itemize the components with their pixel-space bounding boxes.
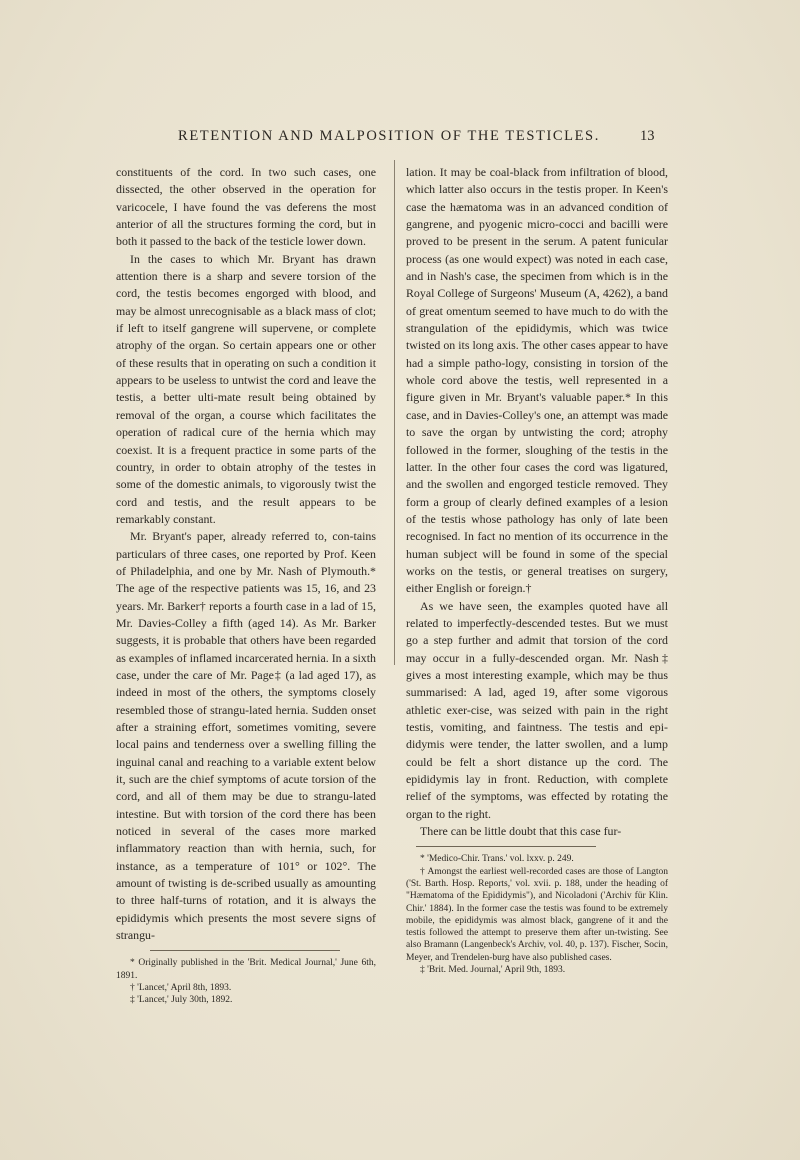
page-number: 13	[640, 128, 655, 144]
footnote: † 'Lancet,' April 8th, 1893.	[130, 983, 232, 994]
footnotes	[406, 853, 668, 976]
running-head: RETENTION AND MALPOSITION OF THE TESTICLES.	[178, 128, 600, 144]
body-paragraph: constituents of the cord. In two such cases, one dissected, the other observed in the operation for varicocele, I have found the vas deferens the most anterior of all the structures forming the cord, but in both it passed to the back of the testicle lower down.	[116, 165, 376, 249]
body-paragraph: As we have seen, the examples quoted have all related to imperfectly-descended testes. But we must go a step further and admit that torsion of the cord may occur in a fully-descended organ. Mr. Nash‡ gives a most interesting example, which may be thus summarised: A lad, aged 19, after some vigorous athletic exer-cise, was seized with pain in the right testis, vomiting, and faintness. The testis and epi-didymis were tender, the latter swollen, and a lump could be felt a short distance up the cord. The epididymis lay in front. Reduction, with complete relief of the symptoms, was effected by rotating the organ to the right.	[406, 598, 668, 821]
footnote: † Amongst the earliest well-recorded cases are those of Langton ('St. Barth. Hosp. Reports,' vol. xvii. p. 188, under the heading of "Hæmatoma of the Epididymis"), and Nicoladoni ('Archiv für Klin. Chir.' 1884). In the former case the testis was found to be extremely mobile, the epididymis was almost black, gangrene of it and the testis followed the attempt to preserve them after un-twisting. See also Bramann (Langenbeck's Archiv, vol. 40, p. 137). Fischer, Socin, Meyer, and Trendelen-burg have also published cases.	[406, 866, 668, 963]
body-paragraph: Mr. Bryant's paper, already referred to, con-tains particulars of three cases, one reported by Prof. Keen of Philadelphia, and one by Mr. Nash of Plymouth.* The age of the respective patients was 15, 16, and 23 years. Mr. Barker† reports a fourth case in a lad of 15, Mr. Davies-Colley a fifth (aged 14). As Mr. Barker suggests, it is probable that others have been regarded as examples of inflamed incarcerated hernia. In a sixth case, under the care of Mr. Page‡ (a lad aged 17), as indeed in most of the others, the symptoms closely resembled those of strangu-lated hernia. Sudden onset after a straining effort, sometimes vomiting, severe local pains and tenderness over a swelling filling the inguinal canal and reaching to a variable extent below it, such are the chief symptoms of acute torsion of the cord, and all of them may be due to strangu-lated intestine. But with torsion of the cord there has been noticed in several of the cases more marked inflammatory reaction than with hernia, such, for instance, as a temperature of 101° or 102°. The amount of twisting is de-scribed usually as amounting to three half-turns of rotation, and it is always the epididymis which presents the most severe signs of strangu-	[116, 529, 376, 943]
left-column	[116, 164, 376, 1007]
footnote-rule	[150, 950, 340, 951]
footnote: * Originally published in the 'Brit. Medical Journal,' June 6th, 1891.	[116, 958, 376, 981]
footnotes	[116, 957, 376, 1006]
body-paragraph: There can be little doubt that this case fur-	[420, 824, 622, 839]
body-paragraph: In the cases to which Mr. Bryant has drawn attention there is a sharp and severe torsion of the cord, the testis becomes engorged with blood, and may be almost unrecognisable as a black mass of clot; if left to itself gangrene will supervene, or complete atrophy of the organ. So certain appears one or other of these results that in operating on such a condition it appears to be useless to untwist the cord and leave the testis, a better ulti-mate result being obtained by removal of the organ, a course which facilitates the operation of radical cure of the hernia which may coexist. It is a frequent practice in some parts of the country, in order to obtain atrophy of the testes in some of the domestic animals, to vigorously twist the cord and testis, and the result appears to be remarkably constant.	[116, 251, 376, 526]
column-divider	[394, 160, 395, 665]
footnote: * 'Medico-Chir. Trans.' vol. lxxv. p. 249.	[420, 854, 574, 865]
footnote-rule	[416, 846, 596, 847]
body-paragraph: lation. It may be coal-black from infiltration of blood, which latter also occurs in the testis proper. In Keen's case the hæmatoma was in an advanced condition of gangrene, and pyogenic micro-cocci and bacilli were proved to be present in the serum. A patent funicular process (as one would expect) was noted in each case, and in Nash's case, the specimen from which is in the Royal College of Surgeons' Museum (A, 4262), a band of great omentum seemed to have much to do with the strangulation of the epididymis, which was twice twisted on its long axis. The other cases appear to have had a simple patho-logy, consisting in torsion of the whole cord above the testis, well represented in a figure given in Mr. Bryant's valuable paper.* In this case, and in Davies-Colley's one, an attempt was made to save the organ by untwisting the cord; atrophy followed in the former, sloughing of the testis in the latter. In the other four cases the cord was ligatured, and the swollen and engorged testicle removed. They form a group of clearly defined examples of a lesion of the testis whose pathology has only of late been recognised. In fact no mention of its occurrence in the human subject will be found in some of the special works on the testis, or general treatises on surgery, either English or foreign.†	[406, 165, 668, 596]
footnote: ‡ 'Brit. Med. Journal,' April 9th, 1893.	[420, 965, 566, 976]
right-column	[406, 164, 668, 976]
footnote: ‡ 'Lancet,' July 30th, 1892.	[130, 995, 233, 1006]
